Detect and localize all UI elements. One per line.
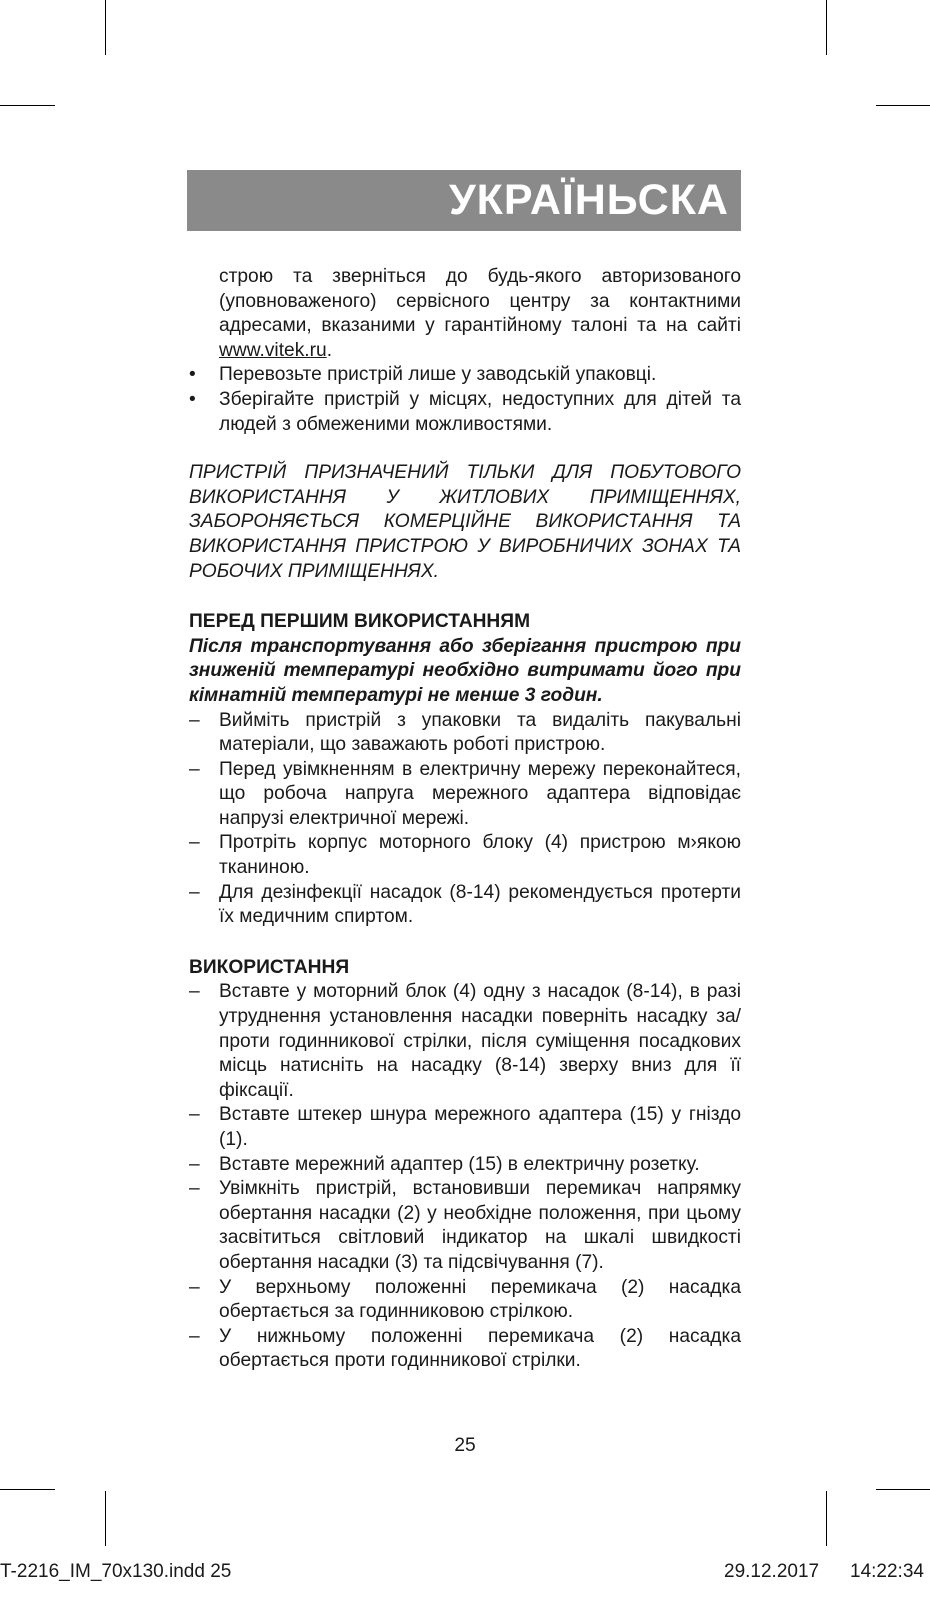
list-item-text: Вставте мережний адаптер (15) в електричну розетку. <box>219 1153 700 1175</box>
section-heading-before-first-use: ПЕРЕД ПЕРШИМ ВИКОРИСТАННЯМ <box>189 611 531 633</box>
dash-marker: – <box>189 1276 200 1298</box>
continuation-text: строю та зверніться до будь-якого авторизованого (уповноваженого) сервісного центру за контактними адресами, вказаними у гарантійному талоні та на сайті <box>219 266 741 337</box>
continuation-end: . <box>326 339 333 361</box>
page-content <box>189 265 741 1374</box>
crop-mark-top-left <box>105 0 106 55</box>
dash-marker: – <box>189 758 200 780</box>
dash-marker: – <box>189 709 200 731</box>
list-item <box>189 980 741 1103</box>
bullet-marker: • <box>189 388 196 410</box>
bullet-item <box>189 363 741 388</box>
crop-mark-bottom-right <box>826 1491 827 1546</box>
crop-mark-top-right <box>826 0 827 55</box>
dash-marker: – <box>189 1104 200 1126</box>
crop-mark-left-upper <box>0 105 55 106</box>
bullet-text: Зберігайте пристрій у місцях, недоступних для дітей та людей з обмеженими можливостями. <box>219 388 741 435</box>
page-number: 25 <box>454 1435 476 1456</box>
bullet-item <box>189 388 741 437</box>
list-item <box>189 1177 741 1275</box>
footer-file-name: T-2216_IM_70x130.indd 25 <box>0 1561 232 1582</box>
footer-date: 29.12.2017 <box>724 1561 820 1582</box>
list-item-text: Вставте штекер шнура мережного адаптера (15) у гніздо (1). <box>219 1104 741 1150</box>
footer-time: 14:22:34 <box>850 1561 924 1582</box>
list-item <box>189 709 741 758</box>
list-item <box>189 831 741 880</box>
dash-marker: – <box>189 1178 200 1200</box>
dash-marker: – <box>189 981 200 1003</box>
list-item-text: Протріть корпус моторного блоку (4) пристрою м›якою тканиною. <box>219 832 741 879</box>
temperature-warning: Після транспортування або зберігання пристрою при зниженій температурі необхідно витримати його при кімнатній температурі не менше 3 годин. <box>189 635 741 706</box>
continuation-paragraph <box>189 265 741 363</box>
list-item-text: У нижньому положенні перемикача (2) насадка обертається проти годинникової стрілки. <box>219 1325 741 1372</box>
list-item <box>189 1153 741 1178</box>
crop-mark-right-lower <box>876 1489 930 1490</box>
language-title: УКРАЇНЬСКА <box>448 176 729 224</box>
list-item-text: Перед увімкненням в електричну мережу переконайтеся, що робоча напруга мережного адаптера відповідає напрузі електричної мережі. <box>219 758 741 829</box>
list-item <box>189 758 741 832</box>
household-use-notice: ПРИСТРІЙ ПРИЗНАЧЕНИЙ ТІЛЬКИ ДЛЯ ПОБУТОВОГО ВИКОРИСТАННЯ У ЖИТЛОВИХ ПРИМІЩЕННЯХ, ЗАБОРОНЯЄТЬСЯ КОМЕРЦІЙНЕ ВИКОРИСТАННЯ ТА ВИКОРИСТАННЯ ПРИСТРОЮ У ВИРОБНИЧИХ ЗОНАХ ТА РОБОЧИХ ПРИМІЩЕННЯХ. <box>189 462 741 582</box>
list-item-text: Для дезінфекції насадок (8-14) рекомендується протерти їх медичним спиртом. <box>219 881 741 928</box>
dash-marker: – <box>189 832 200 854</box>
language-header <box>187 170 741 231</box>
list-item <box>189 881 741 930</box>
list-item-text: У верхньому положенні перемикача (2) насадка обертається за годинниковою стрілкою. <box>219 1276 741 1323</box>
section-heading-usage: ВИКОРИСТАННЯ <box>189 956 350 978</box>
crop-mark-left-lower <box>0 1489 55 1490</box>
bullet-text: Перевозьте пристрій лише у заводській упаковці. <box>219 364 657 386</box>
dash-marker: – <box>189 1325 200 1347</box>
list-item <box>189 1325 741 1374</box>
crop-mark-bottom-left <box>105 1491 106 1546</box>
list-item <box>189 1103 741 1152</box>
dash-marker: – <box>189 1153 200 1175</box>
list-item <box>189 1276 741 1325</box>
dash-marker: – <box>189 881 200 903</box>
list-item-text: Увімкніть пристрій, встановивши перемикач напрямку обертання насадки (2) у необхідне положення, при цьому засвітиться світловий індикатор на шкалі швидкості обертання насадки (3) та підсвічування (7). <box>219 1178 741 1273</box>
bullet-marker: • <box>189 364 196 386</box>
crop-mark-right-upper <box>876 105 930 106</box>
list-item-text: Вставте у моторний блок (4) одну з насадок (8-14), в разі утруднення установлення насадки поверніть насадку за/проти годинникової стрілки, після суміщення посадкових місць натисніть на насадку (8-14) зверху вниз для її фіксації. <box>219 981 741 1101</box>
website-link[interactable]: www.vitek.ru <box>219 339 327 361</box>
list-item-text: Вийміть пристрій з упаковки та видаліть пакувальні матеріали, що заважають роботі пристрою. <box>219 709 741 756</box>
